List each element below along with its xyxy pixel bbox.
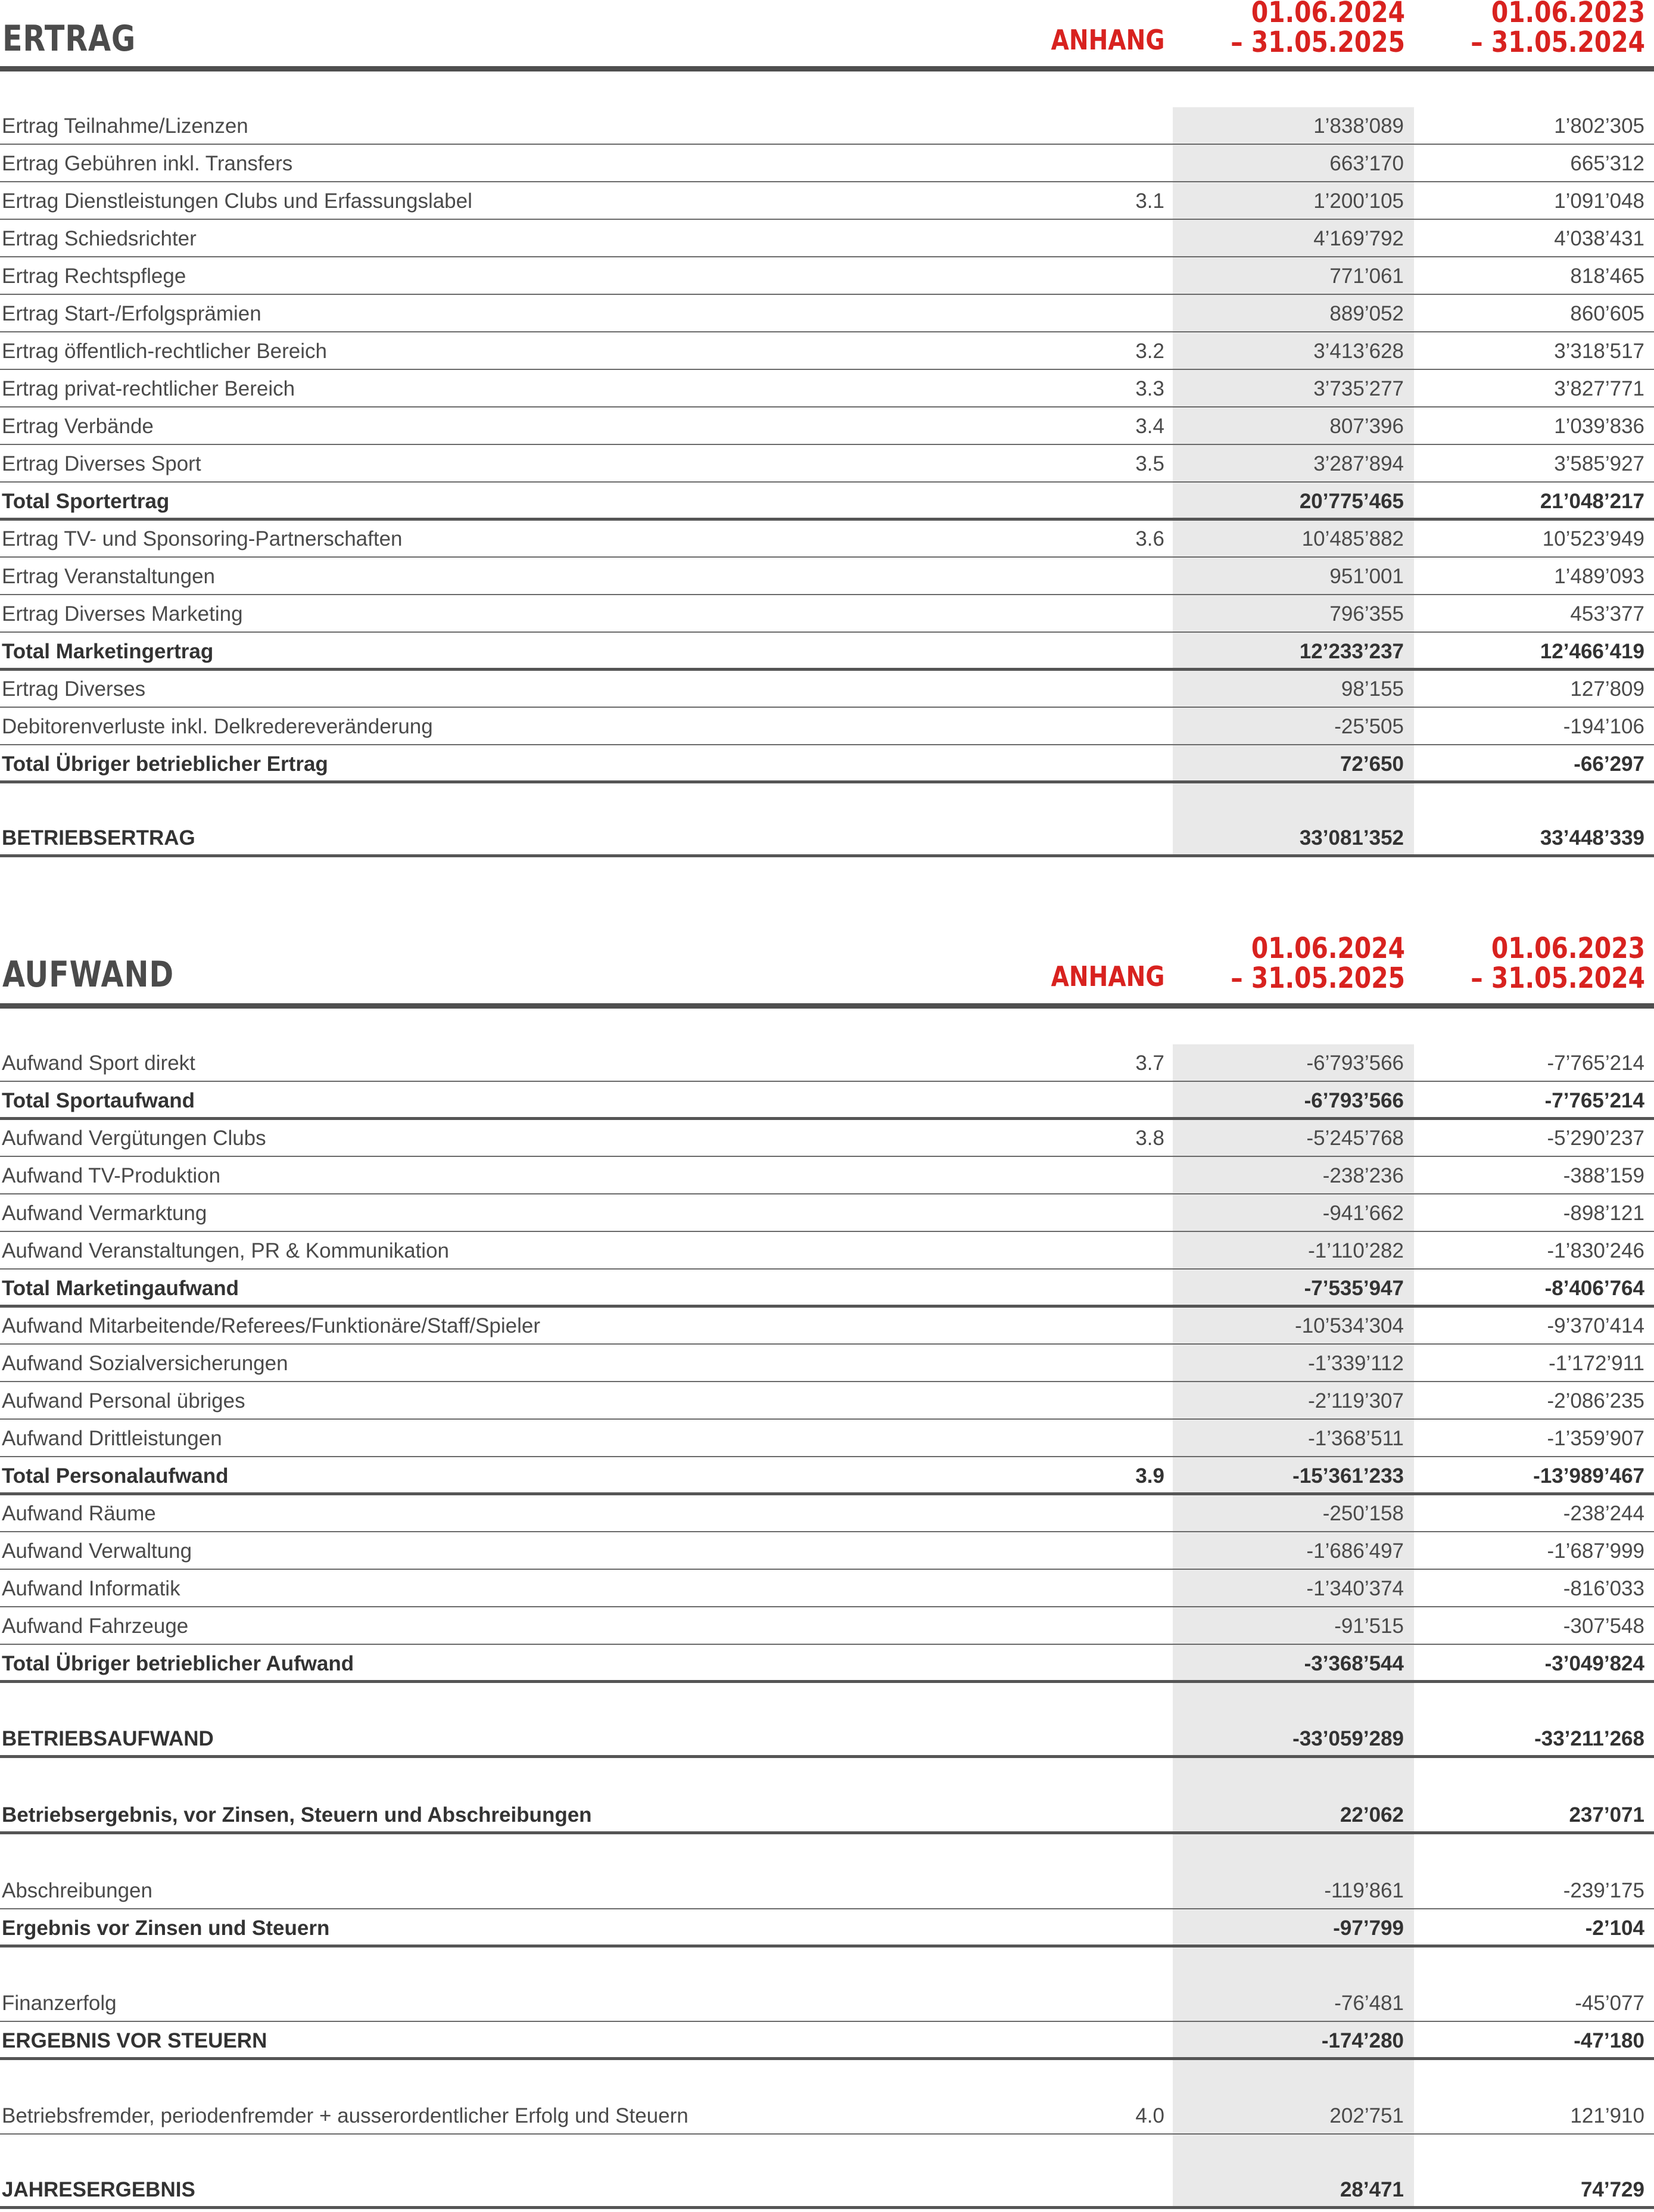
table-row [0, 2021, 1654, 2059]
row-value-current: -6’793’566 [1306, 1051, 1404, 1075]
table-row [0, 1909, 1654, 1946]
table-row [0, 1569, 1654, 1607]
row-value-previous: 1’039’836 [1554, 415, 1644, 438]
row-value-current: -91’515 [1334, 1614, 1404, 1638]
row-value-previous: -5’290’237 [1547, 1127, 1644, 1150]
table-row [0, 1156, 1654, 1194]
period-current-line1: 01.06.2024 [1251, 932, 1405, 965]
row-value-current: -33’059’289 [1292, 1727, 1404, 1750]
period-previous-line1: 01.06.2023 [1491, 932, 1645, 965]
row-value-previous: -307’548 [1563, 1614, 1644, 1638]
row-label: Aufwand TV-Produktion [2, 1164, 221, 1187]
row-value-previous: -1’830’246 [1547, 1239, 1644, 1262]
row-label: Total Marketingertrag [2, 640, 214, 663]
table-row [0, 107, 1654, 144]
row-value-previous: 1’802’305 [1554, 114, 1644, 138]
table-row [0, 294, 1654, 332]
row-value-previous: 33’448’339 [1540, 826, 1644, 850]
row-note: 4.0 [1135, 2104, 1164, 2127]
row-value-previous: -1’172’911 [1549, 1352, 1644, 1375]
row-value-previous: 127’809 [1570, 677, 1644, 701]
aufwand-header-rule [0, 1003, 1654, 1009]
row-label: Ertrag Dienstleistungen Clubs und Erfassungslabel [2, 189, 472, 213]
table-row [0, 407, 1654, 444]
row-label: Ertrag Schiedsrichter [2, 227, 197, 250]
row-value-previous: -45’077 [1575, 1992, 1644, 2015]
row-label: Ertrag Rechtspflege [2, 265, 186, 288]
row-value-current: -7’535’947 [1304, 1277, 1404, 1300]
row-label: BETRIEBSERTRAG [2, 826, 195, 850]
table-row [0, 1231, 1654, 1269]
row-label: Total Übriger betrieblicher Aufwand [2, 1652, 354, 1675]
row-value-current: 12’233’237 [1299, 640, 1404, 663]
table-row [0, 369, 1654, 407]
row-value-current: -1’339’112 [1308, 1352, 1404, 1375]
table-row [0, 1119, 1654, 1156]
row-label: Total Sportertrag [2, 490, 170, 513]
row-value-current: 771’061 [1329, 265, 1404, 288]
table-row [0, 1194, 1654, 1231]
table-row [0, 1044, 1654, 1081]
row-value-previous: 4’038’431 [1554, 227, 1644, 250]
row-label: Ertrag Diverses Sport [2, 452, 201, 475]
row-divider [0, 2057, 1654, 2060]
row-value-current: -1’110’282 [1308, 1239, 1404, 1262]
row-value-previous: 21’048’217 [1540, 490, 1644, 513]
row-divider [0, 780, 1654, 783]
row-label: Ertrag Start-/Erfolgsprämien [2, 302, 261, 325]
row-value-current: 951’001 [1329, 565, 1404, 588]
period-previous-line2: – 31.05.2024 [1471, 26, 1645, 59]
row-value-previous: 3’585’927 [1554, 452, 1644, 475]
row-label: Aufwand Räume [2, 1502, 156, 1525]
period-current-line2: – 31.05.2025 [1231, 962, 1405, 995]
table-row [0, 1796, 1654, 1833]
row-value-current: 1’200’105 [1313, 189, 1404, 213]
row-value-current: 202’751 [1329, 2104, 1404, 2127]
row-value-current: -1’686’497 [1306, 1539, 1404, 1563]
row-value-current: 807’396 [1329, 415, 1404, 438]
row-note: 3.6 [1135, 527, 1164, 550]
row-divider [0, 1831, 1654, 1834]
row-value-previous: 1’091’048 [1554, 189, 1644, 213]
table-row [0, 2096, 1654, 2134]
row-value-previous: -816’033 [1563, 1577, 1644, 1600]
row-label: Total Marketingaufwand [2, 1277, 239, 1300]
row-value-current: -1’368’511 [1308, 1427, 1404, 1450]
row-value-previous: -1’359’907 [1547, 1427, 1644, 1450]
row-label: Abschreibungen [2, 1879, 152, 1902]
row-value-previous: -8’406’764 [1544, 1277, 1644, 1300]
row-label: JAHRESERGEBNIS [2, 2178, 195, 2201]
table-row [0, 595, 1654, 632]
row-value-previous: 237’071 [1569, 1803, 1644, 1827]
row-divider [0, 854, 1654, 857]
row-value-previous: -194’106 [1563, 715, 1644, 738]
row-value-previous: -388’159 [1563, 1164, 1644, 1187]
table-row [0, 2170, 1654, 2208]
row-value-previous: 665’312 [1570, 152, 1644, 175]
table-row [0, 1419, 1654, 1457]
table-row [0, 482, 1654, 519]
aufwand-period-current [1192, 934, 1405, 993]
row-value-current: 20’775’465 [1299, 490, 1404, 513]
row-value-current: -119’861 [1324, 1879, 1404, 1902]
row-value-current: 3’735’277 [1313, 377, 1404, 400]
table-row [0, 257, 1654, 294]
row-value-previous: 10’523’949 [1542, 527, 1644, 550]
row-value-previous: -2’086’235 [1547, 1389, 1644, 1413]
row-note: 3.2 [1135, 340, 1164, 363]
row-note: 3.5 [1135, 452, 1164, 475]
row-divider [0, 1755, 1654, 1758]
row-label: Ertrag privat-rechtlicher Bereich [2, 377, 295, 400]
table-row [0, 332, 1654, 369]
table-row [0, 1644, 1654, 1682]
table-row [0, 1871, 1654, 1909]
table-row [0, 819, 1654, 856]
row-value-current: 889’052 [1329, 302, 1404, 325]
row-note: 3.3 [1135, 377, 1164, 400]
row-label: Aufwand Informatik [2, 1577, 180, 1600]
row-value-current: -6’793’566 [1304, 1089, 1404, 1112]
row-label: Aufwand Mitarbeitende/Referees/Funktionäre/Staff/Spieler [2, 1314, 541, 1337]
row-value-previous: -47’180 [1574, 2029, 1644, 2052]
row-value-previous: -7’765’214 [1547, 1051, 1644, 1075]
row-label: Ergebnis vor Zinsen und Steuern [2, 1917, 330, 1940]
ertrag-period-current [1192, 0, 1405, 57]
row-value-current: -10’534’304 [1295, 1314, 1404, 1337]
row-label: Ertrag Veranstaltungen [2, 565, 216, 588]
row-value-current: 33’081’352 [1299, 826, 1404, 850]
row-label: Aufwand Vergütungen Clubs [2, 1127, 266, 1150]
table-row [0, 519, 1654, 557]
row-label: Ertrag öffentlich-rechtlicher Bereich [2, 340, 327, 363]
table-row [0, 632, 1654, 670]
table-row [0, 670, 1654, 707]
row-label: Ertrag Diverses [2, 677, 146, 701]
aufwand-title: AUFWAND [2, 954, 175, 995]
table-row [0, 707, 1654, 745]
row-label: Ertrag Verbände [2, 415, 154, 438]
row-note: 3.8 [1135, 1127, 1164, 1150]
row-label: BETRIEBSAUFWAND [2, 1727, 214, 1750]
row-value-previous: -7’765’214 [1544, 1089, 1644, 1112]
table-row [0, 745, 1654, 782]
table-row [0, 1984, 1654, 2021]
row-divider [0, 2133, 1654, 2135]
table-row [0, 444, 1654, 482]
row-label: Debitorenverluste inkl. Delkredereveränderung [2, 715, 433, 738]
table-row [0, 1081, 1654, 1119]
table-row [0, 182, 1654, 219]
row-value-current: -3’368’544 [1304, 1652, 1404, 1675]
row-value-previous: -898’121 [1563, 1202, 1644, 1225]
row-value-current: -174’280 [1321, 2029, 1404, 2052]
table-row [0, 1719, 1654, 1757]
ertrag-period-previous [1432, 0, 1645, 57]
row-value-current: -97’799 [1333, 1917, 1404, 1940]
aufwand-period-previous [1432, 934, 1645, 993]
row-label: Ertrag Gebühren inkl. Transfers [2, 152, 293, 175]
row-label: Aufwand Veranstaltungen, PR & Kommunikation [2, 1239, 449, 1262]
row-value-current: 72’650 [1340, 752, 1404, 776]
row-label: Total Sportaufwand [2, 1089, 195, 1112]
row-value-current: -25’505 [1334, 715, 1404, 738]
row-value-previous: 12’466’419 [1540, 640, 1644, 663]
row-value-current: 98’155 [1341, 677, 1404, 701]
table-row [0, 557, 1654, 595]
row-divider [0, 1945, 1654, 1947]
row-value-current: -5’245’768 [1306, 1127, 1404, 1150]
table-row [0, 144, 1654, 182]
table-row [0, 1344, 1654, 1382]
row-value-current: -2’119’307 [1308, 1389, 1404, 1413]
row-value-previous: 860’605 [1570, 302, 1644, 325]
row-label: Betriebsfremder, periodenfremder + ausserordentlicher Erfolg und Steuern [2, 2104, 689, 2127]
period-previous-line1: 01.06.2023 [1491, 0, 1645, 29]
row-value-current: 663’170 [1329, 152, 1404, 175]
row-value-previous: -9’370’414 [1547, 1314, 1644, 1337]
row-value-current: -15’361’233 [1292, 1464, 1404, 1488]
row-label: Total Übriger betrieblicher Ertrag [2, 752, 328, 776]
row-label: Ertrag Teilnahme/Lizenzen [2, 114, 248, 138]
row-label: Ertrag TV- und Sponsoring-Partnerschaften [2, 527, 403, 550]
ertrag-title: ERTRAG [2, 18, 136, 60]
table-row [0, 1457, 1654, 1494]
row-value-previous: -33’211’268 [1534, 1727, 1644, 1750]
row-value-previous: -238’244 [1563, 1502, 1644, 1525]
period-current-line2: – 31.05.2025 [1231, 26, 1405, 59]
row-value-previous: -239’175 [1563, 1879, 1644, 1902]
row-value-current: 28’471 [1340, 2178, 1404, 2201]
row-note: 3.4 [1135, 415, 1164, 438]
row-value-current: 22’062 [1340, 1803, 1404, 1827]
table-row [0, 1382, 1654, 1419]
row-value-current: 4’169’792 [1313, 227, 1404, 250]
aufwand-note-header: ANHANG [1051, 960, 1164, 993]
row-value-current: 3’413’628 [1313, 340, 1404, 363]
ertrag-note-header: ANHANG [1051, 24, 1164, 56]
row-label: Aufwand Sozialversicherungen [2, 1352, 288, 1375]
table-row [0, 1494, 1654, 1532]
row-label: Aufwand Drittleistungen [2, 1427, 222, 1450]
row-value-previous: -2’104 [1585, 1917, 1644, 1940]
row-value-previous: 1’489’093 [1554, 565, 1644, 588]
row-value-previous: 453’377 [1570, 602, 1644, 626]
period-current-line1: 01.06.2024 [1251, 0, 1405, 29]
row-label: Finanzerfolg [2, 1992, 117, 2015]
ertrag-header-rule [0, 66, 1654, 71]
row-label: Ertrag Diverses Marketing [2, 602, 243, 626]
period-previous-line2: – 31.05.2024 [1471, 962, 1645, 995]
row-value-previous: -1’687’999 [1547, 1539, 1644, 1563]
row-value-previous: -3’049’824 [1544, 1652, 1644, 1675]
table-row [0, 219, 1654, 257]
row-label: Aufwand Sport direkt [2, 1051, 195, 1075]
row-divider [0, 1680, 1654, 1683]
row-label: Aufwand Fahrzeuge [2, 1614, 189, 1638]
row-value-previous: 121’910 [1570, 2104, 1644, 2127]
row-label: Aufwand Personal übriges [2, 1389, 245, 1413]
row-note: 3.9 [1135, 1464, 1164, 1488]
table-row [0, 1269, 1654, 1306]
row-label: ERGEBNIS VOR STEUERN [2, 2029, 267, 2052]
row-value-previous: -66’297 [1574, 752, 1644, 776]
row-label: Betriebsergebnis, vor Zinsen, Steuern und Abschreibungen [2, 1803, 592, 1827]
row-value-current: -76’481 [1334, 1992, 1404, 2015]
row-value-current: 1’838’089 [1313, 114, 1404, 138]
row-value-current: -250’158 [1322, 1502, 1404, 1525]
row-label: Aufwand Vermarktung [2, 1202, 207, 1225]
row-value-current: -941’662 [1322, 1202, 1404, 1225]
row-value-current: 796’355 [1329, 602, 1404, 626]
row-value-previous: -13’989’467 [1533, 1464, 1644, 1488]
row-value-current: -1’340’374 [1306, 1577, 1404, 1600]
table-row [0, 1306, 1654, 1344]
row-note: 3.1 [1135, 189, 1164, 213]
row-label: Aufwand Verwaltung [2, 1539, 192, 1563]
row-value-current: -238’236 [1322, 1164, 1404, 1187]
row-value-previous: 3’827’771 [1554, 377, 1644, 400]
row-label: Total Personalaufwand [2, 1464, 229, 1488]
table-row [0, 1532, 1654, 1569]
row-value-previous: 818’465 [1570, 265, 1644, 288]
row-value-current: 10’485’882 [1301, 527, 1404, 550]
table-row [0, 1607, 1654, 1644]
row-value-current: 3’287’894 [1313, 452, 1404, 475]
row-value-previous: 74’729 [1580, 2178, 1644, 2201]
row-note: 3.7 [1135, 1051, 1164, 1075]
row-value-previous: 3’318’517 [1554, 340, 1644, 363]
row-divider [0, 2206, 1654, 2209]
